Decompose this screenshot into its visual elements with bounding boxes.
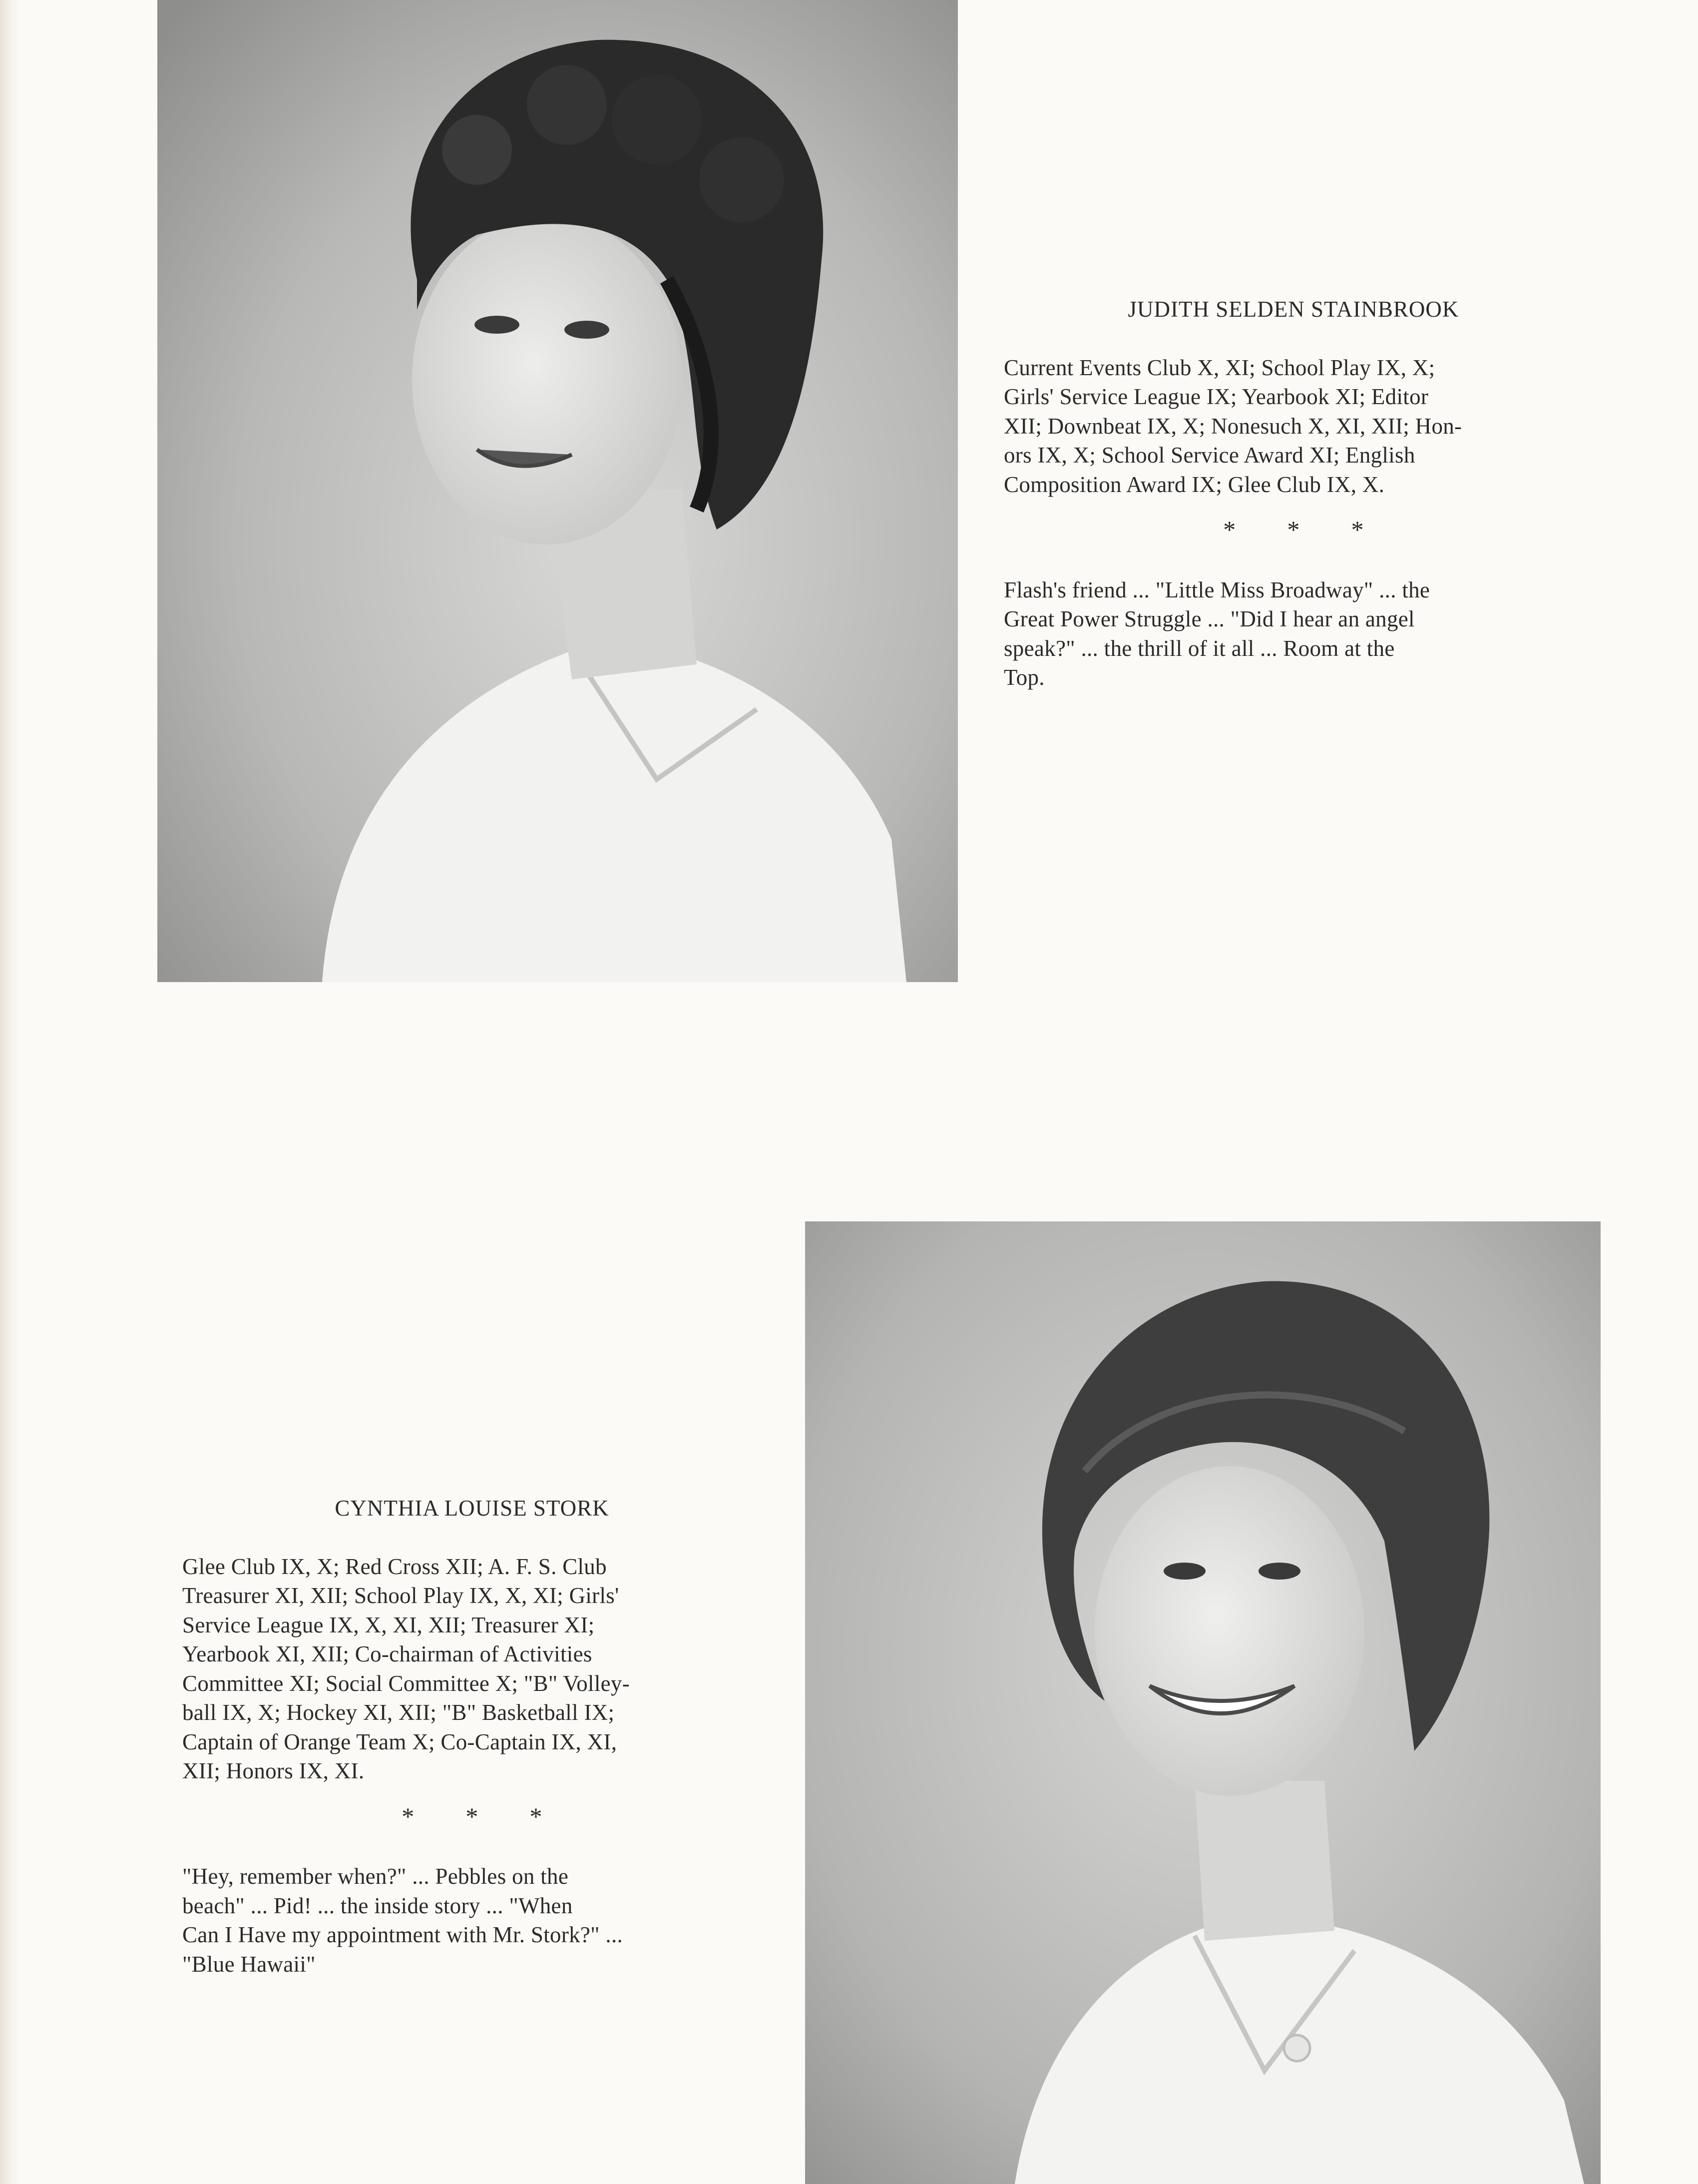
section-separator: * * * [402,1802,542,1830]
section-separator: * * * [1223,516,1364,544]
portrait-image [805,1221,1601,2184]
student-bio-cynthia [182,1494,762,1979]
portrait-photo-judith [157,0,958,982]
student-activities: Current Events Club X, XI; School Play IX, X; Girls' Service League IX; Yearbook XI; Editor XII; Downbeat IX, X; Nonesuch X, XI, XII; Hon- ors IX, X; School Service Award XI; English Composition Award IX; Glee Club IX, X. [1004,355,1462,497]
student-name: CYNTHIA LOUISE STORK [335,1496,609,1521]
portrait-photo-cynthia [805,1221,1601,2184]
student-quotes: "Hey, remember when?" ... Pebbles on the beach" ... Pid! ... the inside story ... "When Can I Have my appointment with Mr. Stork?" ... "Blue Hawaii" [182,1864,623,1977]
student-bio-judith [1004,295,1583,692]
student-name: JUDITH SELDEN STAINBROOK [1128,297,1459,322]
page-binding-edge [0,0,20,2184]
student-activities: Glee Club IX, X; Red Cross XII; A. F. S. Club Treasurer XI, XII; School Play IX, X, XI; Girls' Service League IX, X, XI, XII; Treasurer XI; Yearbook XI, XII; Co-chairman of Activities Committee XI; Social Committee X; "B" Volley- ball IX, X; Hockey XI, XII; "B" Basketball IX; Captain of Orange Team X; Co-Captain IX, XI, XII; Honors IX, XI. [182,1554,630,1783]
portrait-image [157,0,958,982]
student-quotes: Flash's friend ... "Little Miss Broadway" ... the Great Power Struggle ... "Did I hear an angel speak?" ... the thrill of it all ... Room at the Top. [1004,577,1430,690]
